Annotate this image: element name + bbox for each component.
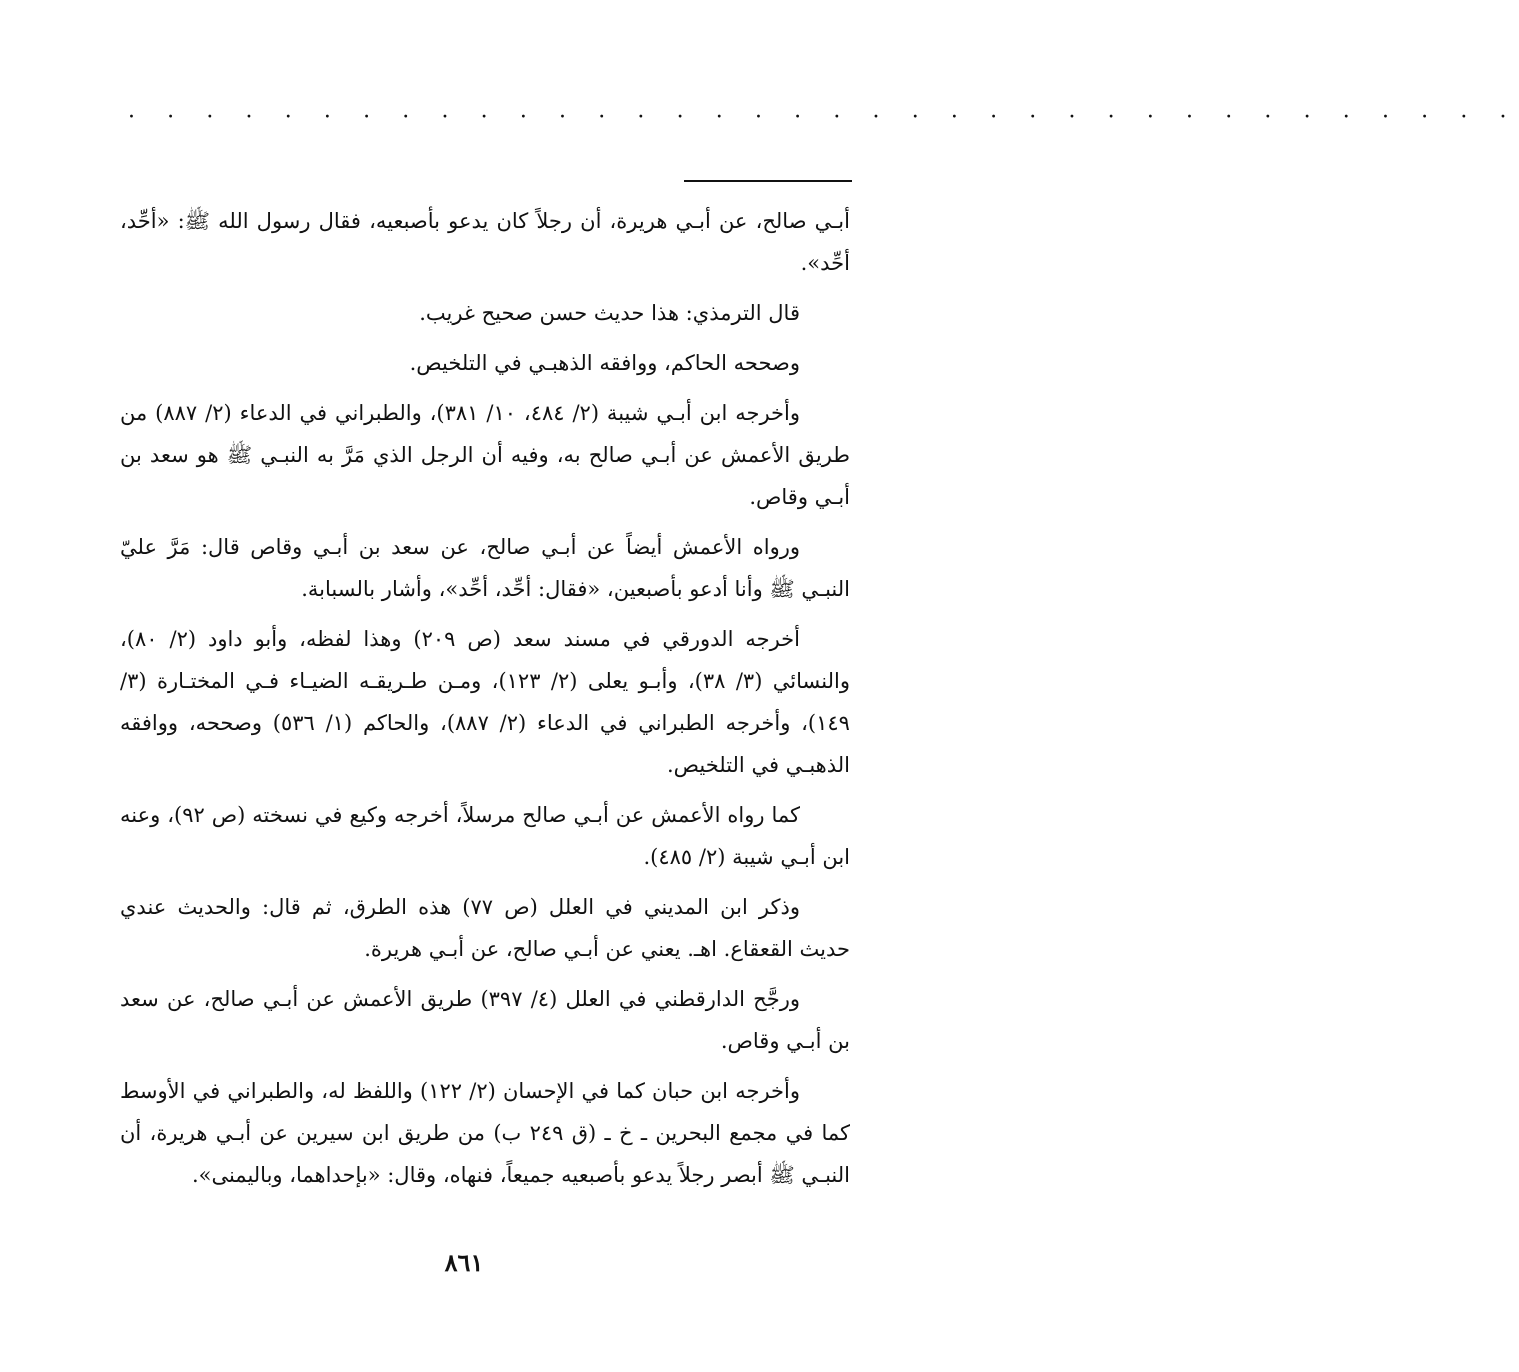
paragraph-10: وأخرجه ابن حبان كما في الإحسان (٢/ ١٢٢) واللفظ له، والطبراني في الأوسط كما في مجمع البحرين ـ خ ـ (ق ٢٤٩ ب) من طريق ابن سيرين عن أبـي هريرة، أن النبـي ﷺ أبصر رجلاً يدعو بأصبعيه جميعاً، فنهاه، وقال: «بإحداهما، وباليمنى».	[120, 1079, 850, 1187]
page-number: ٨٦١	[444, 1248, 484, 1277]
paragraph-3: وصححه الحاكم، ووافقه الذهبـي في التلخيص.	[409, 351, 800, 375]
footnote-body	[120, 200, 850, 1204]
paragraph-1: أبـي صالح، عن أبـي هريرة، أن رجلاً كان يدعو بأصبعيه، فقال رسول الله ﷺ: «أحِّد، أحِّد».	[120, 209, 850, 275]
footnote-rule	[684, 180, 852, 182]
paragraph-7: كما رواه الأعمش عن أبـي صالح مرسلاً، أخرجه وكيع في نسخته (ص ٩٢)، وعنه ابن أبـي شيبة (٢/ ٤٨٥).	[120, 803, 850, 869]
separator-dots: · · · · · · · · · · · · · · · · · · · · · · · · · · · · · · · · · · · ·	[128, 105, 1519, 130]
paragraph-9: ورجَّح الدارقطني في العلل (٤/ ٣٩٧) طريق الأعمش عن أبـي صالح، عن سعد بن أبـي وقاص.	[120, 987, 850, 1053]
paragraph-2: قال الترمذي: هذا حديث حسن صحيح غريب.	[419, 301, 800, 325]
paragraph-6: أخرجه الدورقي في مسند سعد (ص ٢٠٩) وهذا لفظه، وأبو داود (٢/ ٨٠)، والنسائي (٣/ ٣٨)، وأبـو يعلى (٢/ ١٢٣)، ومـن طـريقـه الضيـاء فـي المختـارة (٣/ ١٤٩)، وأخرجه الطبراني في الدعاء (٢/ ٨٨٧)، والحاكم (١/ ٥٣٦) وصححه، ووافقه الذهبـي في التلخيص.	[120, 627, 850, 777]
paragraph-5: ورواه الأعمش أيضاً عن أبـي صالح، عن سعد بن أبـي وقاص قال: مَرَّ عليّ النبـي ﷺ وأنا أدعو بأصبعين، «فقال: أحِّد، أحِّد»، وأشار بالسبابة.	[120, 535, 850, 601]
paragraph-8: وذكر ابن المديني في العلل (ص ٧٧) هذه الطرق، ثم قال: والحديث عندي حديث القعقاع. اهـ. يعني عن أبـي صالح، عن أبـي هريرة.	[120, 895, 850, 961]
paragraph-4: وأخرجه ابن أبـي شيبة (٢/ ٤٨٤، ١٠/ ٣٨١)، والطبراني في الدعاء (٢/ ٨٨٧) من طريق الأعمش عن أبـي صالح به، وفيه أن الرجل الذي مَرَّ به النبـي ﷺ هو سعد بن أبـي وقاص.	[120, 401, 850, 509]
